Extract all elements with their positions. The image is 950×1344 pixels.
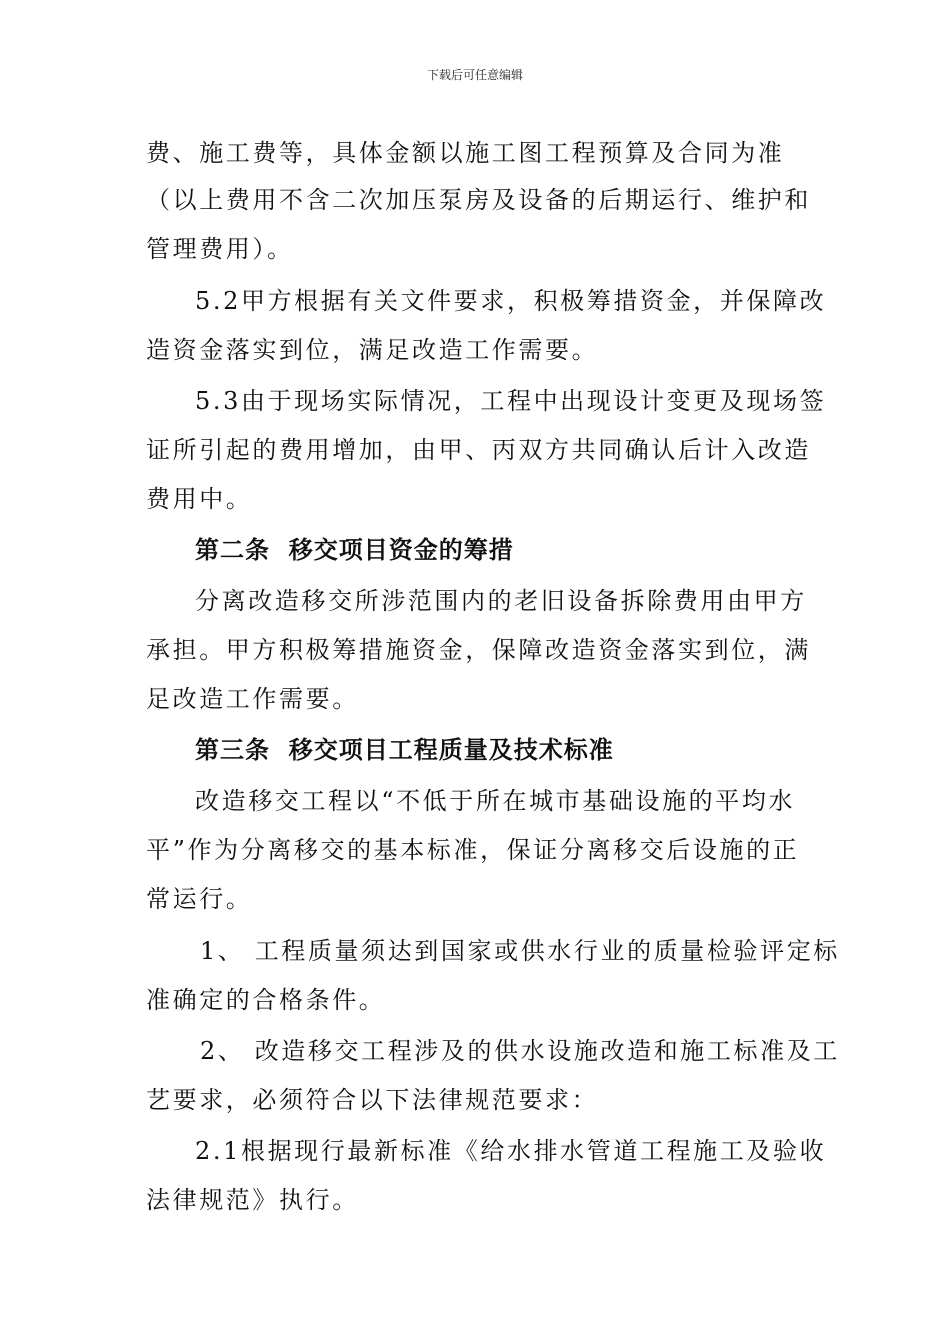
body-line: 分离改造移交所涉范围内的老旧设备拆除费用由甲方 bbox=[195, 587, 807, 615]
body-line: （以上费用不含二次加压泵房及设备的后期运行、维护和 bbox=[146, 186, 811, 214]
list-item-2: 2、 改造移交工程涉及的供水设施改造和施工标准及工 bbox=[200, 1037, 840, 1065]
body-line: 改造移交工程以“不低于所在城市基础设施的平均水 bbox=[195, 787, 796, 815]
body-line: 常运行。 bbox=[146, 885, 253, 913]
page-header: 下载后可任意编辑 bbox=[426, 68, 523, 82]
body-line: 承担。甲方积极筹措施资金，保障改造资金落实到位，满 bbox=[146, 636, 811, 664]
section-heading-3: 第三条 移交项目工程质量及技术标准 bbox=[195, 736, 614, 764]
list-item-1: 1、 工程质量须达到国家或供水行业的质量检验评定标 bbox=[200, 937, 840, 965]
body-line: 准确定的合格条件。 bbox=[146, 986, 386, 1014]
section-heading-2: 第二条 移交项目资金的筹措 bbox=[195, 536, 514, 564]
body-line: 平”作为分离移交的基本标准，保证分离移交后设施的正 bbox=[146, 836, 800, 864]
body-line: 费、施工费等，具体金额以施工图工程预算及合同为准 bbox=[146, 139, 785, 167]
body-line: 法律规范》执行。 bbox=[146, 1186, 359, 1214]
body-line: 5.2甲方根据有关文件要求，积极筹措资金，并保障改 bbox=[195, 287, 827, 315]
body-line: 5.3由于现场实际情况，工程中出现设计变更及现场签 bbox=[195, 387, 827, 415]
body-line: 证所引起的费用增加，由甲、丙双方共同确认后计入改造 bbox=[146, 436, 811, 464]
body-line: 费用中。 bbox=[146, 485, 253, 513]
body-line: 造资金落实到位，满足改造工作需要。 bbox=[146, 336, 599, 364]
body-line: 足改造工作需要。 bbox=[146, 685, 359, 713]
body-line: 2.1根据现行最新标准《给水排水管道工程施工及验收 bbox=[195, 1137, 827, 1165]
body-line: 艺要求，必须符合以下法律规范要求： bbox=[146, 1086, 599, 1114]
body-line: 管理费用）。 bbox=[146, 235, 294, 263]
